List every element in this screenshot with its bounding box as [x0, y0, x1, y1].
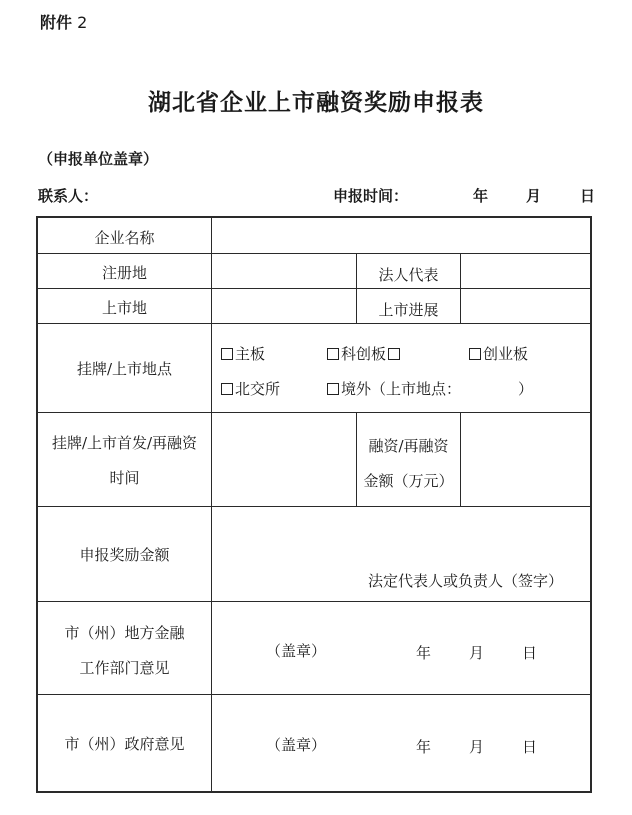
city-gov-day: 日 [522, 738, 538, 756]
city-finance-seal: （盖章） [266, 642, 327, 660]
attachment-number: 2 [77, 13, 88, 32]
contact-label: 联系人： [38, 187, 99, 205]
reward-amount-label: 申报奖励金额 [79, 546, 170, 564]
board-star-label: 科创板 [341, 345, 387, 363]
board-location-label: 挂牌/上市地点 [76, 360, 173, 378]
finance-amount-label-line2: 金额（万元） [363, 472, 454, 490]
attachment-label [40, 10, 87, 33]
city-finance-year: 年 [416, 644, 432, 662]
listing-time-label-line1: 挂牌/上市首发/再融资 [51, 434, 198, 452]
page-title: 湖北省企业上市融资奖励申报表 [148, 89, 484, 116]
city-finance-label-line1: 市（州）地方金融 [64, 624, 185, 642]
checkbox-icon[interactable] [327, 383, 339, 395]
apply-year: 年 [473, 187, 489, 205]
checkbox-icon[interactable] [221, 348, 233, 360]
apply-day: 日 [580, 187, 596, 205]
checkbox-icon[interactable] [388, 348, 400, 360]
board-bse-option[interactable] [221, 378, 280, 399]
listing-progress-label: 上市进展 [378, 301, 439, 319]
listing-time-label-line2: 时间 [109, 469, 140, 487]
apply-month: 月 [526, 187, 542, 205]
board-star-option[interactable] [327, 343, 402, 364]
board-main-option[interactable] [221, 343, 265, 364]
finance-amount-label-line1: 融资/再融资 [368, 437, 449, 455]
city-gov-year: 年 [416, 738, 432, 756]
board-overseas-close: ） [518, 380, 534, 398]
checkbox-icon[interactable] [221, 383, 233, 395]
board-overseas-label: 境外（上市地点： [341, 380, 462, 398]
board-gem-label: 创业板 [483, 345, 529, 363]
board-bse-label: 北交所 [235, 380, 281, 398]
attachment-text: 附件 [40, 13, 73, 32]
city-finance-month: 月 [469, 644, 485, 662]
stamp-note: （申报单位盖章） [38, 150, 159, 168]
legal-rep-label: 法人代表 [378, 266, 439, 284]
company-name-label: 企业名称 [94, 229, 155, 247]
city-gov-seal: （盖章） [266, 736, 327, 754]
city-gov-label: 市（州）政府意见 [64, 735, 185, 753]
checkbox-icon[interactable] [327, 348, 339, 360]
signature-note: 法定代表人或负责人（签字） [368, 572, 564, 590]
city-finance-day: 日 [522, 644, 538, 662]
listing-place-label: 上市地 [101, 299, 147, 317]
board-gem-option[interactable] [469, 343, 528, 364]
registered-label: 注册地 [101, 264, 147, 282]
city-gov-month: 月 [469, 738, 485, 756]
city-finance-label-line2: 工作部门意见 [79, 659, 170, 677]
board-main-label: 主板 [235, 345, 266, 363]
apply-time-label: 申报时间： [333, 187, 409, 205]
board-overseas-option[interactable] [327, 378, 461, 399]
checkbox-icon[interactable] [469, 348, 481, 360]
